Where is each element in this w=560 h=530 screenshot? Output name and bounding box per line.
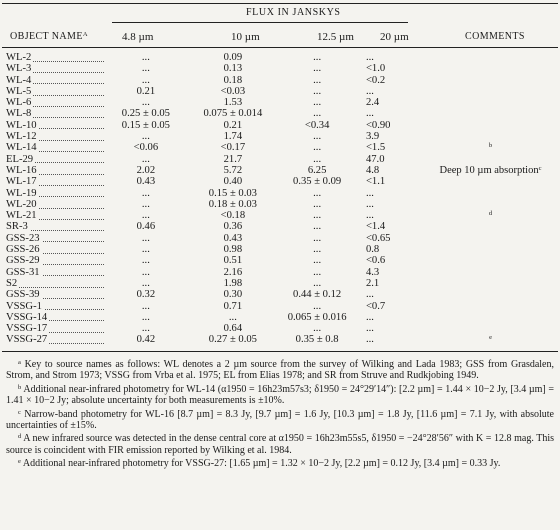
flux-20-cell: ... <box>365 311 374 323</box>
object-name-cell: SR-3 <box>6 221 108 232</box>
flux-20-cell: <0.90 <box>365 119 391 131</box>
table-row <box>6 255 560 266</box>
footnote-a: $^a$ Key to source names as follows: WL denotes a 2 µm source from the survey of Wilking and Lada 1983; GSS from Grasdalen, Strom, and Strom 1973; VSSG from Vrba et al. 1975; EL from Elias 1978; and SR from Struve and Rudkjobing 1949. <box>6 359 555 382</box>
flux-10-cell: 1.98 <box>223 277 243 289</box>
comment-cell: d <box>488 210 493 218</box>
footnote-c: $^c$ Narrow-band photometry for WL-16 [8.7 µm] = 8.3 Jy, [9.7 µm] = 1.6 Jy, [10.3 µm] = 1.8 Jy, [11.6 µm] = 7.1 Jy, with absolute uncertainties of ±15%. <box>6 408 554 432</box>
table-row <box>6 289 560 300</box>
comment-cell <box>421 120 560 131</box>
table-row <box>6 86 560 97</box>
flux-4-8-cell: 0.25 ± 0.05 <box>121 108 170 120</box>
table-row <box>6 52 560 63</box>
flux-20-cell: ... <box>365 323 374 335</box>
flux-12-5-cell: ... <box>313 153 322 165</box>
object-name-cell: WL-4 <box>6 75 108 86</box>
table-row <box>6 97 560 108</box>
flux-4-8-cell: ... <box>141 74 150 86</box>
comment-cell <box>421 289 560 300</box>
flux-20-cell: 3.9 <box>365 131 380 143</box>
object-name-cell: VSSG-17 <box>6 323 108 334</box>
table-row <box>6 120 560 131</box>
flux-20-cell: ... <box>365 187 374 199</box>
flux-12-5-cell: 0.35 ± 0.8 <box>295 334 339 346</box>
flux-4-8-cell: 0.21 <box>136 85 156 97</box>
comment-cell <box>421 108 560 119</box>
object-name-cell: S2 <box>6 278 108 289</box>
comment-cell <box>421 63 560 74</box>
flux-4-8-cell: 0.46 <box>136 221 156 233</box>
comment-cell <box>421 323 560 334</box>
object-name-cell: WL-6 <box>6 97 108 108</box>
flux-20-cell: <1.4 <box>365 221 386 233</box>
flux-20-cell: ... <box>365 334 374 346</box>
flux-4-8-cell: 0.42 <box>136 334 156 346</box>
flux-4-8-cell: 0.32 <box>136 289 156 301</box>
flux-10-cell: 1.53 <box>223 97 243 109</box>
flux-10-cell: 0.71 <box>223 300 243 312</box>
flux-10-cell: <0.17 <box>220 142 246 154</box>
object-name-cell: GSS-39 <box>6 289 108 300</box>
comment-cell <box>421 221 560 232</box>
object-name-cell: WL-21 <box>6 210 108 221</box>
flux-12-5-cell: ... <box>313 187 322 199</box>
flux-20-cell: 47.0 <box>365 153 385 165</box>
table-row <box>6 301 560 312</box>
comment-cell <box>421 86 560 97</box>
col-header-20: 20 µm <box>380 31 409 43</box>
table-row <box>6 108 560 119</box>
table-row <box>6 165 560 176</box>
comment-cell <box>421 233 560 244</box>
flux-4-8-cell: ... <box>141 198 150 210</box>
flux-header: FLUX IN JANSKYS <box>246 7 341 18</box>
table-row <box>6 210 560 221</box>
comment-cell <box>421 176 560 187</box>
object-name-cell: WL-16 <box>6 165 108 176</box>
flux-header-rule <box>112 22 408 23</box>
flux-4-8-cell: ... <box>141 187 150 199</box>
comment-cell: Deep 10 µm absorption$^c$ <box>439 164 542 176</box>
table-row <box>6 131 560 142</box>
flux-12-5-cell: ... <box>313 52 322 63</box>
flux-20-cell: <0.2 <box>365 74 386 86</box>
object-name-cell: WL-10 <box>6 120 108 131</box>
footnotes <box>6 359 554 472</box>
flux-20-cell: ... <box>365 198 374 210</box>
object-name-cell: VSSG-14 <box>6 312 108 323</box>
flux-12-5-cell: ... <box>313 108 322 120</box>
object-name-cell: GSS-23 <box>6 233 108 244</box>
flux-table <box>6 52 560 346</box>
flux-10-cell: 0.15 ± 0.03 <box>208 187 257 199</box>
flux-20-cell: ... <box>365 210 374 222</box>
flux-12-5-cell: ... <box>313 131 322 143</box>
object-name-cell: WL-3 <box>6 63 108 74</box>
flux-20-cell: <0.7 <box>365 300 386 312</box>
object-name-cell: WL-8 <box>6 108 108 119</box>
flux-20-cell: <0.65 <box>365 232 391 244</box>
flux-4-8-cell: ... <box>141 210 150 222</box>
col-header-12-5: 12.5 µm <box>317 31 354 43</box>
flux-10-cell: 0.43 <box>223 232 243 244</box>
object-name-cell: WL-19 <box>6 188 108 199</box>
flux-12-5-cell: ... <box>313 300 322 312</box>
comment-cell <box>421 188 560 199</box>
flux-4-8-cell: <0.06 <box>133 142 159 154</box>
object-name-cell: GSS-26 <box>6 244 108 255</box>
object-name-header: OBJECT $NAME^A$ <box>10 31 88 42</box>
flux-10-cell: <0.18 <box>220 210 246 222</box>
table-row <box>6 278 560 289</box>
flux-4-8-cell: ... <box>141 244 150 256</box>
flux-10-cell: 0.51 <box>223 255 243 267</box>
flux-10-cell: 0.13 <box>223 63 243 75</box>
flux-12-5-cell: ... <box>313 244 322 256</box>
table-row <box>6 323 560 334</box>
flux-12-5-cell: ... <box>313 63 322 75</box>
flux-20-cell: <1.1 <box>365 176 386 188</box>
flux-4-8-cell: ... <box>141 63 150 75</box>
top-rule <box>2 3 558 4</box>
comment-cell <box>421 244 560 255</box>
object-name-cell: WL-12 <box>6 131 108 142</box>
table-row <box>6 199 560 210</box>
table-row <box>6 221 560 232</box>
flux-12-5-cell: <0.34 <box>304 119 330 131</box>
flux-10-cell: <0.03 <box>220 85 246 97</box>
table-row <box>6 75 560 86</box>
flux-10-cell: 0.09 <box>223 52 243 63</box>
flux-20-cell: 2.1 <box>365 277 380 289</box>
table-row <box>6 233 560 244</box>
object-name-cell: WL-14 <box>6 142 108 153</box>
flux-12-5-cell: ... <box>313 85 322 97</box>
table-row <box>6 154 560 165</box>
comment-cell <box>421 75 560 86</box>
flux-20-cell: ... <box>365 289 374 301</box>
flux-10-cell: 0.27 ± 0.05 <box>208 334 257 346</box>
object-name-cell: WL-17 <box>6 176 108 187</box>
flux-10-cell: 2.16 <box>223 266 243 278</box>
flux-4-8-cell: ... <box>141 153 150 165</box>
flux-20-cell: ... <box>365 52 374 63</box>
flux-10-cell: 0.98 <box>223 244 243 256</box>
footnote-e: $^e$ Additional near-infrared photometry for VSSG-27: [1.65 µm] = 1.32 × 10−2 Jy, [2.2 µm] = 0.12 Jy, [3.4 µm] = 0.33 Jy. <box>18 458 501 470</box>
flux-12-5-cell: ... <box>313 277 322 289</box>
flux-4-8-cell: 0.43 <box>136 176 156 188</box>
object-name-cell: VSSG-1 <box>6 301 108 312</box>
flux-4-8-cell: ... <box>141 255 150 267</box>
table-row <box>6 176 560 187</box>
flux-12-5-cell: ... <box>313 142 322 154</box>
table-row <box>6 142 560 153</box>
flux-12-5-cell: ... <box>313 210 322 222</box>
col-header-4-8: 4.8 µm <box>122 31 154 43</box>
footnote-b: $^b$ Additional near-infrared photometry for WL-14 (α1950 = 16h23m57s3; δ1950 = 24°29′14″): [2.2 µm] = 1.44 × 10−2 Jy, [3.4 µm] = 1.41 × 10−2 Jy; absolute uncertainty for both measurements is ±10%. <box>6 383 554 407</box>
flux-10-cell: 0.36 <box>223 221 243 233</box>
table-row <box>6 267 560 278</box>
object-name-cell: WL-5 <box>6 86 108 97</box>
footnote-d: $^d$ A new infrared source was detected in the dense central core at α1950 = 16h23m55s5, δ1950 = −24°28′56″ with K = 12.8 mag. This source is coincident with FIR emission reported by Wilking et al. 1984. <box>6 433 555 456</box>
flux-4-8-cell: ... <box>141 311 150 323</box>
flux-12-5-cell: 6.25 <box>307 164 327 176</box>
flux-10-cell: ... <box>228 311 237 323</box>
object-name-cell: GSS-31 <box>6 267 108 278</box>
flux-4-8-cell: ... <box>141 232 150 244</box>
comment-cell: e <box>489 334 492 342</box>
flux-12-5-cell: 0.35 ± 0.09 <box>293 176 342 188</box>
flux-20-cell: ... <box>365 85 374 97</box>
flux-12-5-cell: ... <box>313 74 322 86</box>
comment-cell <box>421 312 560 323</box>
object-name-cell: WL-2 <box>6 52 108 63</box>
comment-cell <box>421 154 560 165</box>
object-name-cell: VSSG-27 <box>6 334 108 345</box>
flux-10-cell: 0.18 <box>223 74 243 86</box>
flux-4-8-cell: ... <box>141 52 150 63</box>
flux-10-cell: 0.075 ± 0.014 <box>203 108 263 120</box>
table-row <box>6 188 560 199</box>
table-row <box>6 244 560 255</box>
flux-4-8-cell: 2.02 <box>136 164 156 176</box>
flux-10-cell: 0.40 <box>223 176 243 188</box>
comments-header: COMMENTS <box>465 31 525 42</box>
comment-cell: b <box>488 142 493 150</box>
object-name-cell: WL-20 <box>6 199 108 210</box>
table-row <box>6 334 560 345</box>
flux-4-8-cell: ... <box>141 131 150 143</box>
flux-20-cell: <1.0 <box>365 63 386 75</box>
flux-12-5-cell: 0.065 ± 0.016 <box>287 311 347 323</box>
flux-4-8-cell: ... <box>141 266 150 278</box>
flux-20-cell: <1.5 <box>365 142 386 154</box>
comment-cell <box>421 199 560 210</box>
object-name-cell: EL-29 <box>6 154 108 165</box>
flux-12-5-cell: ... <box>313 232 322 244</box>
flux-12-5-cell: ... <box>313 323 322 335</box>
flux-10-cell: 21.7 <box>223 153 243 165</box>
flux-20-cell: <0.6 <box>365 255 386 267</box>
flux-12-5-cell: ... <box>313 266 322 278</box>
flux-10-cell: 0.21 <box>223 119 243 131</box>
flux-12-5-cell: ... <box>313 97 322 109</box>
flux-12-5-cell: ... <box>313 221 322 233</box>
comment-cell <box>421 131 560 142</box>
flux-10-cell: 0.30 <box>223 289 243 301</box>
table-row <box>6 63 560 74</box>
flux-20-cell: 4.3 <box>365 266 380 278</box>
flux-4-8-cell: ... <box>141 97 150 109</box>
header-bottom-rule <box>2 47 558 48</box>
flux-4-8-cell: ... <box>141 323 150 335</box>
comment-cell <box>421 267 560 278</box>
flux-20-cell: 0.8 <box>365 244 380 256</box>
flux-10-cell: 0.18 ± 0.03 <box>208 198 257 210</box>
comment-cell <box>421 97 560 108</box>
comment-cell <box>421 52 560 63</box>
table-bottom-rule <box>2 351 558 352</box>
flux-12-5-cell: ... <box>313 198 322 210</box>
flux-20-cell: ... <box>365 108 374 120</box>
flux-20-cell: 2.4 <box>365 97 380 109</box>
flux-10-cell: 1.74 <box>223 131 243 143</box>
flux-20-cell: 4.8 <box>365 164 380 176</box>
object-name-cell: GSS-29 <box>6 255 108 266</box>
flux-10-cell: 0.64 <box>223 323 243 335</box>
comment-cell <box>421 255 560 266</box>
flux-12-5-cell: ... <box>313 255 322 267</box>
flux-4-8-cell: ... <box>141 277 150 289</box>
comment-cell <box>421 278 560 289</box>
comment-cell <box>421 301 560 312</box>
flux-12-5-cell: 0.44 ± 0.12 <box>293 289 342 301</box>
flux-4-8-cell: 0.15 ± 0.05 <box>121 119 170 131</box>
col-header-10: 10 µm <box>231 31 260 43</box>
flux-4-8-cell: ... <box>141 300 150 312</box>
table-row <box>6 312 560 323</box>
flux-10-cell: 5.72 <box>223 164 243 176</box>
